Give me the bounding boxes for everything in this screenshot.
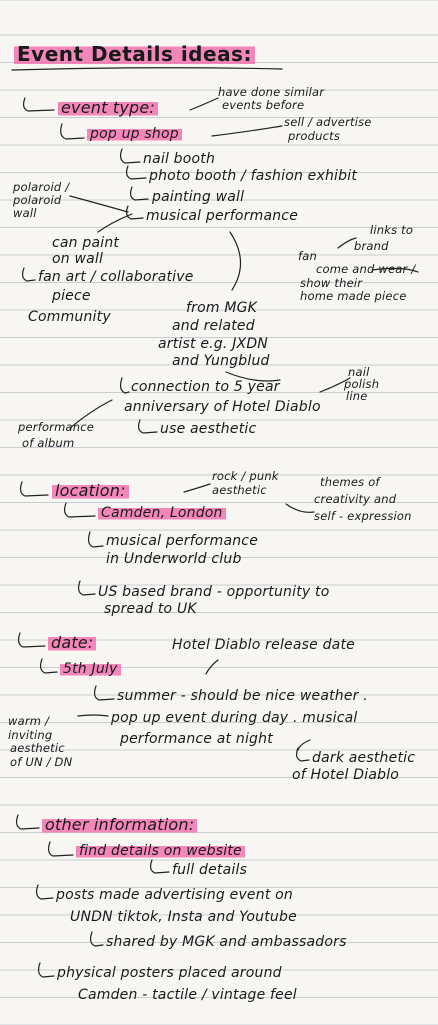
note-fan-art-2: piece [52, 288, 91, 304]
note-warm-2: inviting [8, 728, 53, 742]
hook-arrow-icon [65, 503, 95, 517]
hook-arrow-icon [23, 268, 35, 281]
hook-arrow-icon [41, 659, 57, 673]
hook-arrow-icon [121, 378, 129, 393]
hook-arrow-icon [79, 581, 95, 595]
item-5th-july: 5th July [60, 661, 121, 677]
item-full-details: full details [172, 862, 248, 878]
note-release-date: Hotel Diablo release date [172, 637, 355, 653]
item-website: find details on website [76, 843, 245, 859]
note-from-mgk-4: and Yungblud [172, 353, 270, 369]
hook-arrow-icon [151, 860, 169, 873]
note-polaroid-1: polaroid / [13, 180, 70, 194]
note-polaroid-2: polaroid [13, 193, 62, 207]
item-physical: physical posters placed around [57, 965, 282, 981]
hook-arrow-icon [17, 815, 39, 829]
hook-arrow-icon [49, 842, 73, 856]
note-warm-4: of UN / DN [10, 755, 73, 769]
item-photo-booth: photo booth / fashion exhibit [149, 168, 358, 184]
note-rock-punk-1: rock / punk [212, 469, 279, 483]
page-title: Event Details ideas: [14, 42, 255, 66]
note-anniversary: anniversary of Hotel Diablo [124, 399, 321, 415]
item-platforms: UNDN tiktok, Insta and Youtube [70, 909, 297, 925]
heading-location: location: [52, 482, 129, 500]
item-camden-tactile: Camden - tactile / vintage feel [78, 987, 297, 1003]
note-can-paint-2: on wall [52, 251, 104, 267]
hook-arrow-icon [19, 633, 45, 647]
note-from-mgk-2: and related [172, 318, 255, 334]
note-dark-1: dark aesthetic [312, 750, 416, 766]
note-connection: connection to 5 year [131, 379, 280, 395]
note-rock-punk-2: aesthetic [212, 483, 267, 497]
note-links-brand-1: links to [370, 223, 414, 237]
hook-arrow-icon [89, 532, 103, 547]
hook-arrow-icon [91, 932, 103, 946]
heading-other-information: other information: [42, 816, 197, 834]
note-themes-3: self - expression [314, 509, 412, 523]
note-nail-polish-3: line [346, 389, 368, 403]
hook-arrow-icon [139, 420, 157, 433]
note-themes-1: themes of [320, 475, 380, 489]
item-summer: summer - should be nice weather . [117, 688, 368, 704]
note-links-brand-2: brand [354, 239, 389, 253]
note-community: Community [28, 309, 111, 325]
note-fan-4: home made piece [300, 289, 407, 303]
item-us-brand-2: spread to UK [104, 601, 197, 617]
note-sell-advertise-1: sell / advertise [284, 115, 372, 129]
hook-arrow-icon [95, 686, 114, 700]
hook-arrow-icon [127, 166, 146, 179]
item-musical-perf-1: musical performance [106, 533, 259, 549]
heading-event-type: event type: [58, 99, 158, 117]
note-from-mgk-3: artist e.g. JXDN [158, 336, 268, 352]
note-warm-1: warm / [8, 714, 50, 728]
item-popup-shop: pop up shop [87, 126, 182, 142]
note-dark-2: of Hotel Diablo [292, 767, 400, 783]
item-shared: shared by MGK and ambassadors [106, 934, 347, 950]
hook-arrow-icon [131, 187, 148, 200]
item-nail-booth: nail booth [143, 151, 216, 167]
item-painting-wall: painting wall [152, 189, 245, 205]
hook-arrow-icon [121, 149, 140, 163]
note-done-similar-2: events before [222, 98, 305, 112]
note-warm-3: aesthetic [10, 741, 65, 755]
note-sell-advertise-2: products [288, 129, 341, 143]
hook-arrow-icon [297, 748, 309, 761]
note-performance-album-2: of album [22, 436, 75, 450]
item-musical-perf-2: in Underworld club [106, 551, 242, 567]
note-can-paint-1: can paint [52, 235, 120, 251]
note-performance-album-1: performance [18, 420, 95, 434]
note-fan-3: show their [300, 276, 363, 290]
note-fan-2: come and wear / [316, 262, 416, 276]
item-posts: posts made advertising event on [56, 887, 294, 903]
item-popup-day: pop up event during day . musical [111, 710, 358, 726]
hook-arrow-icon [21, 482, 48, 496]
hook-arrow-icon [39, 963, 54, 977]
note-polaroid-3: wall [13, 206, 37, 220]
note-fan-art-1: fan art / collaborative [38, 269, 194, 285]
note-fan-1: fan [298, 249, 317, 263]
note-done-similar-1: have done similar [218, 85, 325, 99]
item-perf-night: performance at night [120, 731, 273, 747]
note-nail-polish-2: polish [344, 377, 380, 391]
hook-arrow-icon [37, 885, 53, 899]
hook-arrow-icon [127, 206, 143, 219]
heading-date: date: [48, 634, 96, 652]
hook-arrow-icon [61, 124, 84, 139]
note-themes-2: creativity and [314, 492, 397, 506]
item-musical-performance: musical performance [146, 208, 299, 224]
note-from-mgk-1: from MGK [186, 300, 258, 316]
item-camden-london: Camden, London [98, 505, 226, 521]
item-us-brand-1: US based brand - opportunity to [98, 584, 330, 600]
note-use-aesthetic: use aesthetic [160, 421, 257, 437]
note-nail-polish-1: nail [348, 365, 370, 379]
hook-arrow-icon [24, 98, 54, 111]
